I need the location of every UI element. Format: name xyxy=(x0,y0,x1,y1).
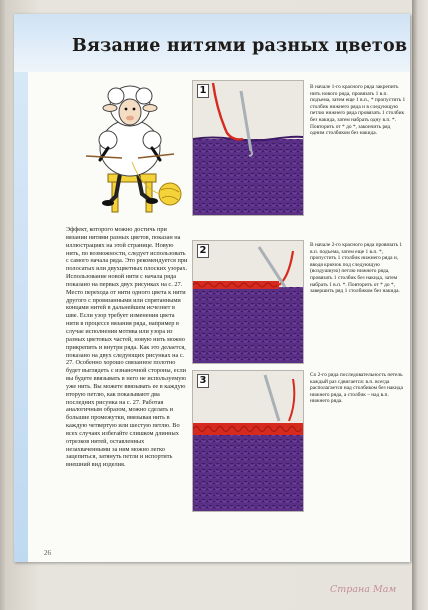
book-page xyxy=(14,14,410,562)
step-3-caption: Со 2-го ряда последовательность петель каждый раз сдвигается: в.п. всегда располагается над столбиком без накида нижнего ряда, а столбик – над в.п. нижнего ряда. xyxy=(310,372,403,405)
crochet-sample-3 xyxy=(193,371,303,512)
step-number-3: 3 xyxy=(197,374,209,388)
book-spine-edge xyxy=(412,0,428,610)
watermark-text: Страна Мам xyxy=(330,584,397,595)
knitting-sheep-illustration xyxy=(72,78,190,218)
page-number: 26 xyxy=(44,549,51,557)
step-1-caption: В начале 1-го красного ряда закрепить нить нового ряда, провязать 1 в.п. подъема, затем еще 1 в.п., * пропустить 1 столбик нижнего ряда и в следующую петлю нижнего ряда провязать 1 столбик без накида, затем набрать одну в.п. *. Повторить от * до *, закончить ряд одним столбиком без накида. xyxy=(310,84,406,137)
intro-paragraph: Эффект, которого можно достичь при вязании нитями разных цветов, показан на иллюстрациях на этой странице. Новую нить, по возможности, следует использовать с самого начала ряда. Это рекомендуется при полосатых или двухцветных плоских узорах. Использование новой нити с начала ряда показано на первых двух рисунках на с. 27. Место перехода от нити одного цвета к нити другого с провязанными или спрятанными концами нитей в дальнейшем исчезнет в шве. Если узор требует изменения цвета нити в процессе вязания ряда, например в случае исполнения мотива или узора из разных цветовых частей, новую нить можно прикрепить и внутри ряда. Как это делается, показано на двух следующих рисунках на с. 27. Особенно хорошо связанное полотно будет выглядеть с изнаночной стороны, если вы будете ввязывать в него не используемую уже нить. Вы можете ввязывать ее в каждую вторую петлю, как показывают два последних рисунка на с. 27. Работая аналогичным образом, можно сделать и большие промежутки, ввязывая нить в каждую четвертую или шестую петлю. Во всех случаях избегайте слишком длинных отрезков нитей, оставленных незахваченными за ним можно легко зацепиться, затянуть петли и испортить внешний вид изделия. xyxy=(66,226,188,469)
page-title: Вязание нитями разных цветов xyxy=(72,36,408,56)
page-side-strip xyxy=(14,72,28,562)
crochet-sample-2 xyxy=(193,241,303,364)
step-2-photo xyxy=(192,240,304,364)
crochet-sample-1 xyxy=(193,81,303,216)
step-2-caption: В начале 2-го красного ряда провязать 1 в.п. подъема, затем еще 1 в.п. *, пропустить 1 столбик нижнего ряда и, вводя крючок под следующую (воздушную) петлю нижнего ряда, провязать 1 столбик без накида, затем набрать 1 в.п. *. Повторить от * до *, завершить ряд 1 столбиком без накида. xyxy=(310,242,403,295)
step-1-photo xyxy=(192,80,304,216)
step-number-1: 1 xyxy=(197,84,209,98)
step-number-2: 2 xyxy=(197,244,209,258)
step-3-photo xyxy=(192,370,304,512)
